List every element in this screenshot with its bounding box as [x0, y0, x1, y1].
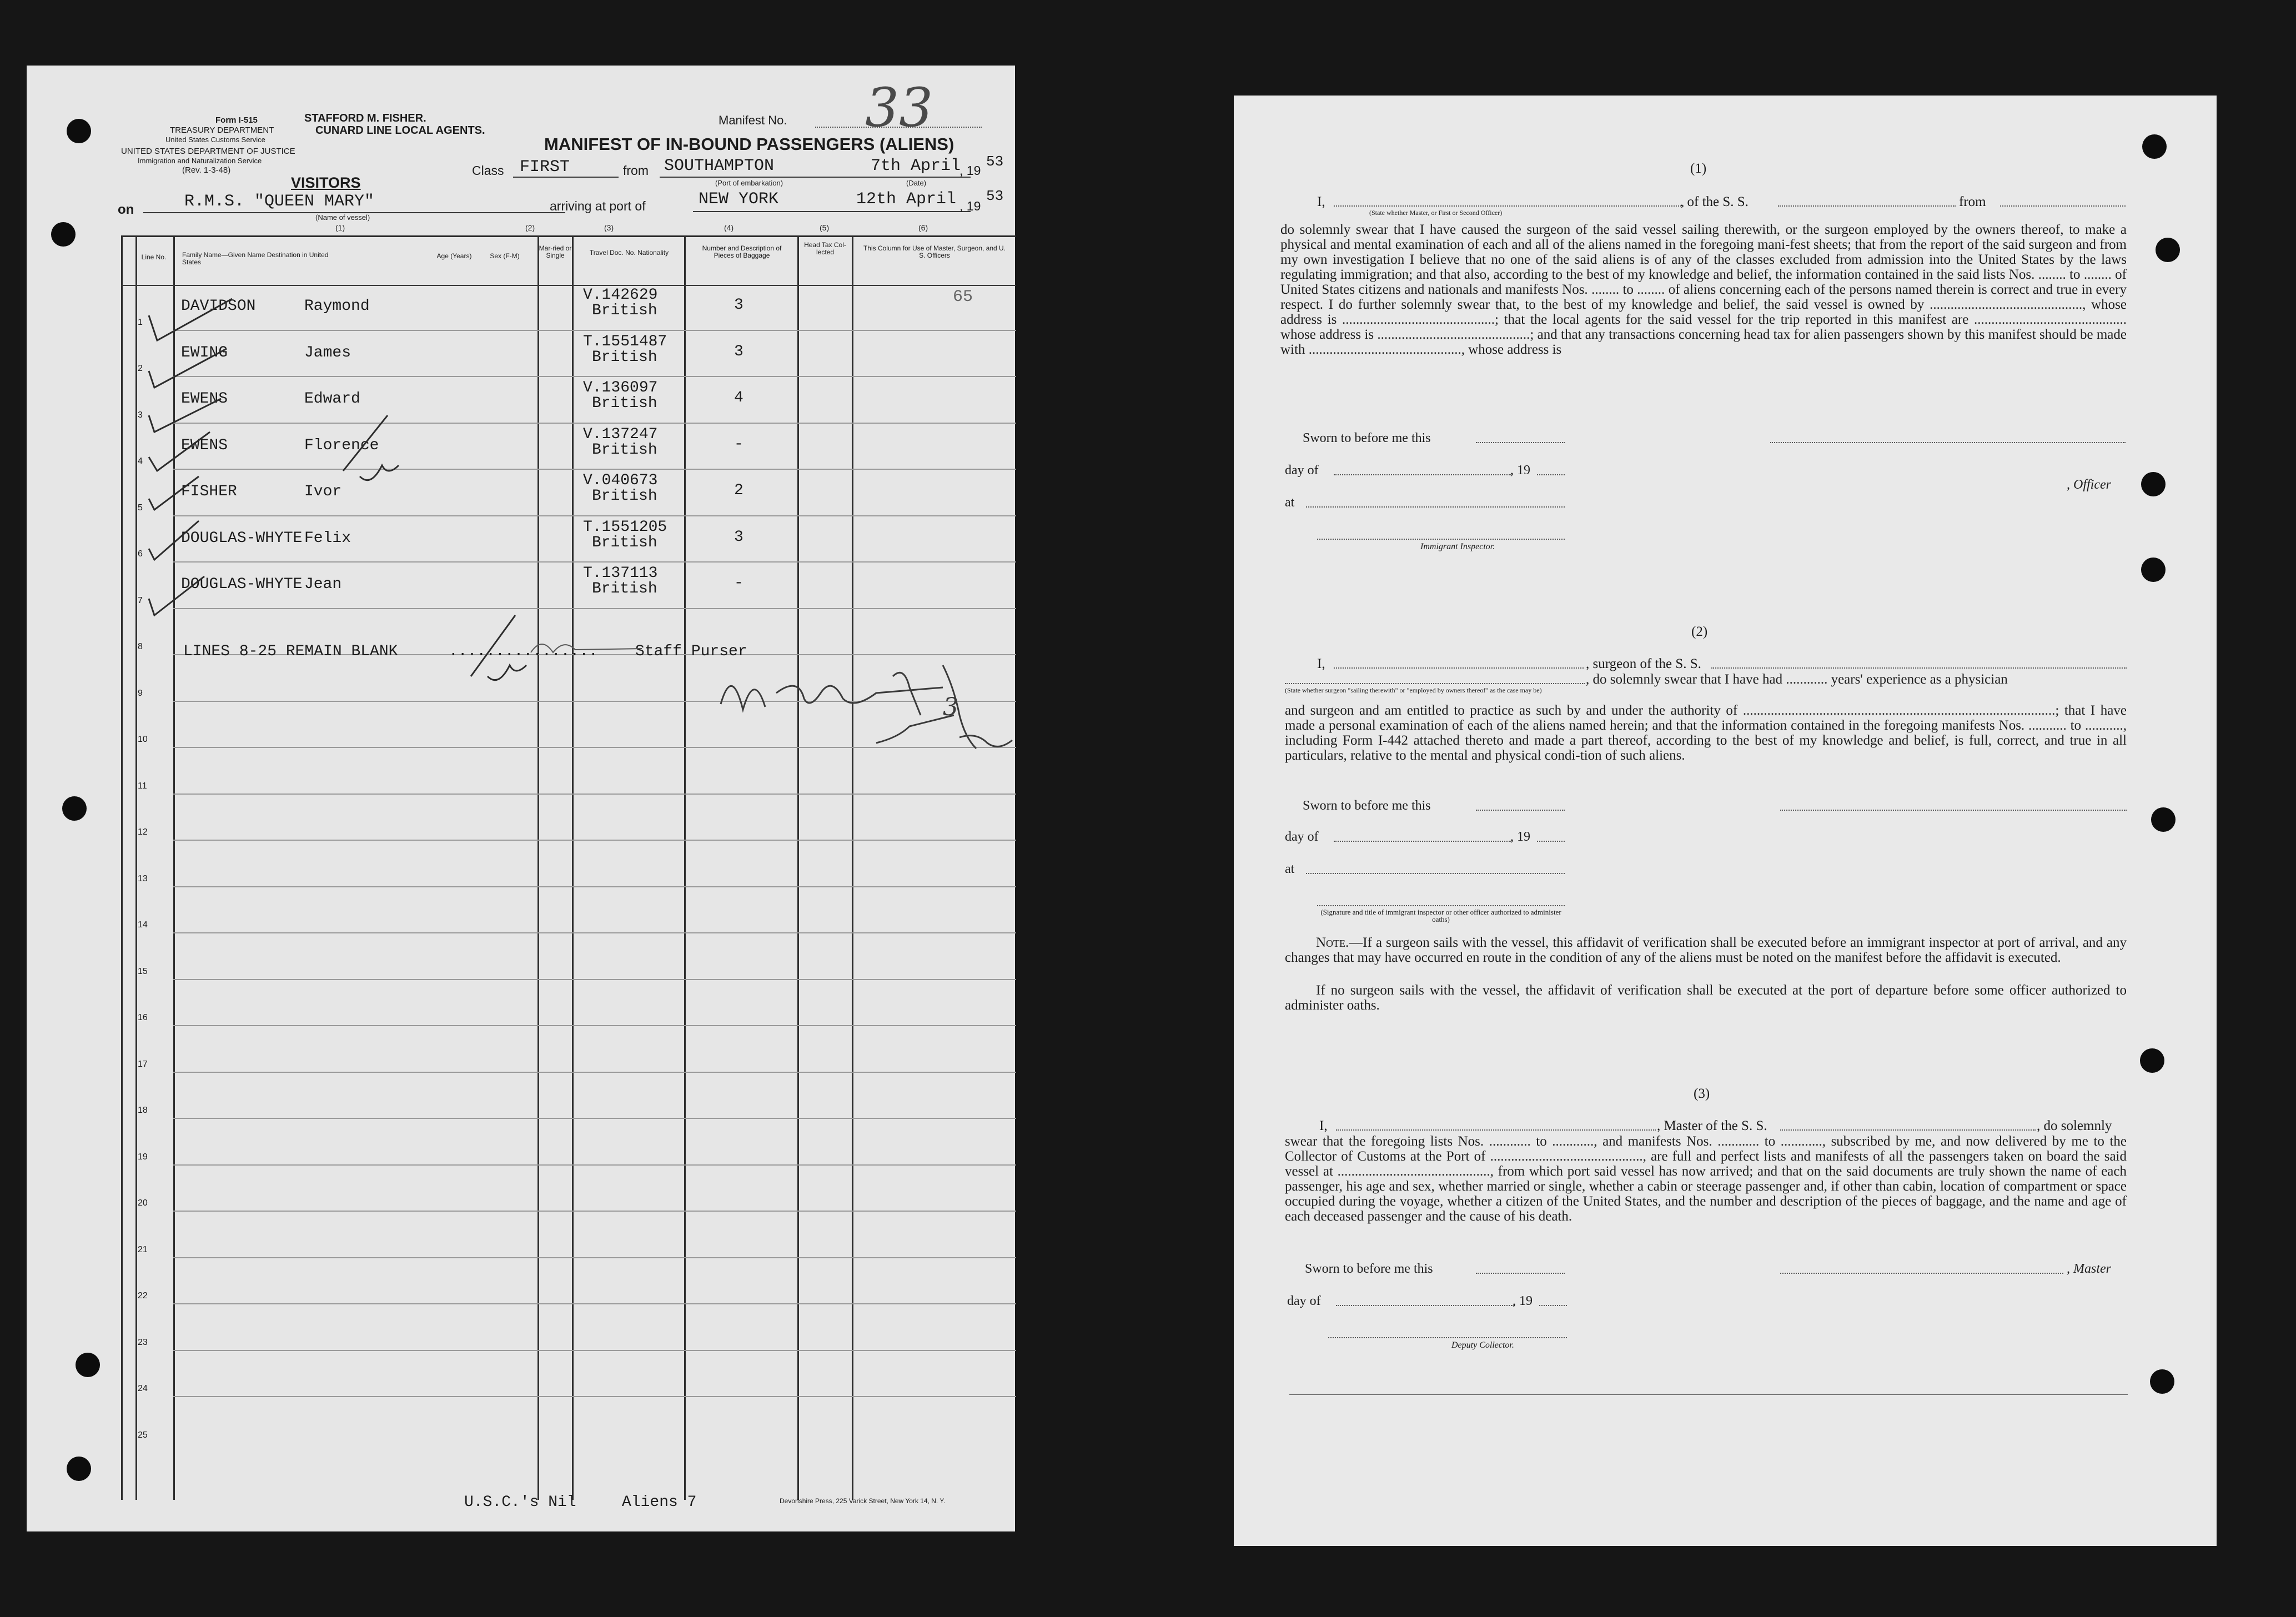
affidavit-page — [1234, 96, 2217, 1546]
manifest-title: MANIFEST OF IN-BOUND PASSENGERS (ALIENS) — [544, 134, 954, 154]
section-3-i: I, — [1319, 1118, 1328, 1133]
check-marks — [127, 288, 560, 699]
treasury-line: TREASURY DEPARTMENT — [170, 125, 274, 135]
class-value: FIRST — [520, 158, 570, 177]
side-mark: 65 — [953, 288, 973, 307]
officer-title-field — [1334, 205, 1684, 207]
row-divider — [173, 932, 1016, 933]
year-2: , 19 — [1510, 830, 1530, 844]
line-number: 19 — [138, 1152, 148, 1162]
day-of-3-field — [1336, 1305, 1514, 1306]
note-text: —If a surgeon sails with the vessel, this affidavit of verification shall be executed before an immigrant inspector at port of arrival, and any changes that may have occurred en route in the condition of any of the aliens must be noted on the manifest before the affidavit is executed. — [1285, 935, 2127, 965]
day-of-2: day of — [1285, 830, 1319, 844]
year-prefix: , 19 — [959, 163, 981, 178]
leader-dots: ........ — [449, 643, 524, 660]
row-divider — [173, 1118, 1016, 1119]
class-label: Class — [472, 163, 504, 178]
at-1: at — [1285, 495, 1295, 510]
manifest-page — [27, 66, 1015, 1531]
surgeon-ship-field — [1711, 667, 2127, 669]
punch-hole — [51, 222, 76, 247]
punch-hole — [67, 1457, 91, 1481]
inspector-field — [1317, 539, 1565, 540]
surgeon-status-field — [1285, 683, 1585, 684]
header-name: Family Name—Given Name Destination in United States — [182, 251, 329, 266]
note-paragraph-2: If no surgeon sails with the vessel, the affidavit of verification shall be executed at the port of departure before some officer authorized to administer oaths. — [1285, 983, 2127, 1013]
footer-usc: U.S.C.'s Nil — [464, 1494, 576, 1511]
date-caption: (Date) — [906, 179, 927, 187]
nationality: British — [592, 534, 657, 551]
footer-printer: Devonshire Press, 225 Varick Street, New York 14, N. Y. — [780, 1497, 946, 1505]
col-number: (2) — [525, 223, 535, 232]
port-arrival: NEW YORK — [699, 190, 779, 209]
line-number: 21 — [138, 1244, 148, 1254]
sworn-2: Sworn to before me this — [1303, 799, 1431, 813]
line-number: 1 — [138, 317, 143, 327]
from-label: from — [623, 163, 649, 178]
nationality: British — [592, 395, 657, 412]
section-2-i: I, — [1317, 656, 1325, 671]
baggage-count: 3 — [734, 343, 743, 360]
col-number: (3) — [604, 223, 614, 232]
passenger-given-name: Felix — [304, 529, 351, 547]
punch-hole — [2142, 134, 2167, 159]
customs-line: United States Customs Service — [165, 135, 265, 144]
line-number: 13 — [138, 873, 148, 883]
section-1-text: do solemnly swear that I have caused the surgeon of the said vessel sailing therewith, or the surgeon employed by the owners thereof, to make a physical and mental examination of each and all of the aliens named in the foregoing mani-fest sheets; that from the report of the said surgeon and from my own investigation I believe that no one of the said aliens is of any of the classes excluded from admission into the United States by the laws regulating immigration; and that also, according to the best of my knowledge and belief, the information contained in the said lists Nos. ........ to ........ of United States citizens and nationals and manifests Nos. ........ to ........ of aliens concerning each of the persons named therein is correct and true in every respect. I do further solemnly swear that, to the best of my knowledge and belief, the said vessel is owned by ............................................, whose address is ............................................; that the local agents for the said vessel for the trip reported in this manifest are ............................................ whose address is ............................................; and that any transactions concerning head tax for alien passengers shown by this manifest should be made with ............................................, whose address is — [1280, 222, 2127, 357]
punch-hole — [2140, 1048, 2164, 1073]
line-number: 15 — [138, 966, 148, 976]
passenger-family-name: DOUGLAS-WHYTE — [181, 529, 303, 547]
travel-doc-number: V.136097 — [583, 379, 658, 396]
handwritten-page-number: 33 — [865, 77, 933, 139]
punch-hole — [2151, 807, 2176, 832]
section-3-text: swear that the foregoing lists Nos. ............ to ............, and manifests Nos. ............ to ............, subscribed by me, and now delivered by me to the Collector of Customs at the Port of ............................................, are full and perfect lists and manifests of all the passengers taken on board the said vessel at ............................................, from which port said vessel has now arrived; and that on the said documents are truly shown the name of each passenger, his age and sex, whether married or single, whether a cabin or steerage passenger and, if other than cabin, location of compartment or space occupied during the voyage, whether a citizen of the United States, and the number and description of the pieces of baggage, and the name and age of each deceased passenger and the cause of his death. — [1285, 1134, 2127, 1224]
line-number: 14 — [138, 920, 148, 930]
line-number: 16 — [138, 1013, 148, 1022]
baggage-count: - — [734, 575, 743, 592]
at-2: at — [1285, 862, 1295, 876]
line-number: 12 — [138, 827, 148, 837]
section-1-number: (1) — [1690, 161, 1707, 176]
row-divider — [173, 1164, 1016, 1166]
col-number: (4) — [724, 223, 734, 232]
line-number: 4 — [138, 456, 143, 466]
section-2-text: and surgeon and am entitled to practice as such by and under the authority of ..........................................................................................; that I have made a personal examination of each of the aliens named herein; and that the information contained in the foregoing manifests Nos. ........... to ..........., including Form I-442 attached thereto and made a part thereof, according to the best of my knowledge and belief, is full, correct, and true in all particulars, relative to the mental and physical condi-tion of such aliens. — [1285, 703, 2127, 763]
date-arrival: 12th April — [856, 190, 957, 209]
note-paragraph — [1285, 935, 2127, 965]
section-1-from: from — [1959, 194, 1986, 209]
handwritten-time: 3 — [943, 693, 958, 721]
punch-hole — [76, 1353, 100, 1377]
line-number: 17 — [138, 1059, 148, 1069]
section-2-line-2: , do solemnly swear that I have had ............ years' experience as a physician — [1586, 672, 2008, 687]
col-number: (1) — [335, 223, 345, 232]
ins-line: Immigration and Naturalization Service — [138, 157, 262, 165]
purser-initials — [525, 633, 659, 661]
baggage-count: 3 — [734, 528, 743, 546]
passenger-given-name: Raymond — [304, 298, 370, 315]
punch-hole — [67, 119, 91, 143]
officer-signature-field — [1770, 442, 2126, 443]
master-name-field — [1336, 1129, 1656, 1131]
header-official: This Column for Use of Master, Surgeon, and U. S. Officers — [863, 244, 1006, 259]
row-divider — [173, 1211, 1016, 1212]
from-value: SOUTHAMPTON — [664, 157, 775, 175]
arriving-label: arriving at port of — [550, 199, 646, 213]
vessel-name: R.M.S. "QUEEN MARY" — [184, 192, 375, 211]
from-port-field — [2000, 205, 2126, 207]
deputy-field — [1328, 1337, 1567, 1338]
year-from: 53 — [986, 153, 1004, 170]
passenger-family-name: EWENS — [181, 436, 228, 454]
year-1-field — [1537, 474, 1565, 475]
section-3-solemnly: , do solemnly — [2037, 1118, 2112, 1133]
day-of-3: day of — [1287, 1294, 1321, 1308]
header-baggage: Number and Description of Pieces of Baggage — [702, 244, 782, 259]
line-number: 6 — [138, 549, 143, 559]
stamp-line: STAFFORD M. FISHER. — [304, 112, 426, 124]
section-1-i: I, — [1317, 194, 1325, 209]
travel-doc-number: T.137113 — [583, 565, 658, 582]
row-divider — [173, 840, 1016, 841]
line-number: 22 — [138, 1291, 148, 1300]
punch-hole — [62, 796, 87, 821]
line-number: 18 — [138, 1106, 148, 1115]
master-label: , Master — [2067, 1262, 2111, 1276]
at-2-field — [1306, 873, 1565, 874]
punch-hole — [2156, 238, 2180, 262]
nationality: British — [592, 488, 657, 505]
class-underline — [513, 177, 619, 178]
baggage-count: 3 — [734, 297, 743, 314]
master-signature-field — [1780, 1273, 2063, 1274]
immigrant-inspector-caption: Immigrant Inspector. — [1420, 542, 1495, 551]
punch-hole — [2141, 558, 2166, 582]
stamp-line: CUNARD LINE LOCAL AGENTS. — [315, 124, 485, 137]
passenger-given-name: Jean — [304, 576, 342, 593]
line-number: 24 — [138, 1384, 148, 1393]
nationality: British — [592, 302, 657, 319]
nationality: British — [592, 580, 657, 597]
row-divider — [173, 1072, 1016, 1073]
header-headtax: Head Tax Col-lected — [804, 241, 846, 256]
header-age: Age (Years) — [436, 252, 472, 260]
year-3: , 19 — [1513, 1294, 1533, 1308]
row-divider — [173, 1303, 1016, 1304]
section-2-surgeon: , surgeon of the S. S. — [1586, 656, 1701, 671]
sworn-3: Sworn to before me this — [1305, 1262, 1433, 1276]
visitors-label: VISITORS — [291, 174, 361, 191]
passenger-given-name: Ivor — [304, 483, 342, 500]
surgeon-name-field — [1334, 667, 1584, 669]
travel-doc-number: T.1551487 — [583, 333, 667, 350]
master-ship-field — [1780, 1129, 2036, 1131]
dept-line: UNITED STATES DEPARTMENT OF JUSTICE — [121, 147, 295, 156]
signature-caption: (Signature and title of immigrant inspector or other officer authorized to administer oaths) — [1320, 908, 1561, 923]
sworn-2-field — [1476, 810, 1565, 811]
line-number: 25 — [138, 1430, 148, 1440]
line-number: 11 — [138, 781, 147, 791]
passenger-given-name: Florence — [304, 436, 379, 454]
surgeon-signature-field — [1780, 810, 2127, 811]
blank-lines-note: LINES 8-25 REMAIN BLANK — [183, 643, 398, 660]
nationality: British — [592, 348, 657, 366]
col-number: (5) — [820, 223, 830, 232]
arrival-underline — [693, 211, 971, 212]
travel-doc-number: V.137247 — [583, 425, 658, 443]
section-2-number: (2) — [1691, 624, 1708, 639]
sworn-3-field — [1476, 1273, 1565, 1274]
vessel-caption: (Name of vessel) — [315, 213, 370, 222]
nationality: British — [592, 441, 657, 459]
punch-hole — [2150, 1369, 2174, 1394]
punch-hole — [2141, 472, 2166, 496]
passenger-family-name: DAVIDSON — [181, 298, 256, 315]
header-travel: Travel Doc. No. Nationality — [589, 249, 669, 257]
oath-officer-field — [1317, 905, 1565, 906]
baggage-count: 2 — [734, 482, 743, 499]
port-embark-caption: (Port of embarkation) — [715, 179, 783, 187]
row-divider — [173, 1396, 1016, 1397]
line-number: 10 — [138, 735, 148, 744]
year-1: , 19 — [1510, 463, 1530, 478]
travel-doc-number: V.142629 — [583, 287, 658, 304]
date-from: 7th April — [871, 157, 961, 175]
manifest-no-label: Manifest No. — [719, 113, 787, 127]
inspector-signature — [710, 654, 1021, 765]
line-number: 5 — [138, 503, 143, 513]
line-number: 2 — [138, 364, 143, 373]
officer-label: , Officer — [2067, 478, 2111, 492]
line-number: 20 — [138, 1198, 148, 1208]
row-divider — [173, 794, 1016, 795]
baggage-count: - — [734, 435, 743, 453]
travel-doc-number: V.040673 — [583, 472, 658, 489]
section-3-master: , Master of the S. S. — [1657, 1118, 1767, 1133]
passenger-family-name: DOUGLAS-WHYTE — [181, 576, 303, 593]
passenger-family-name: EWING — [181, 344, 228, 361]
footer-aliens: Aliens 7 — [622, 1494, 697, 1511]
col-number: (6) — [918, 223, 928, 232]
section-2-caption: (State whether surgeon "sailing therewith" or "employed by owners thereof" as the case may be) — [1285, 686, 1542, 694]
line-number: 8 — [138, 642, 143, 651]
row-divider — [173, 1350, 1016, 1351]
bottom-rule — [1289, 1394, 2128, 1395]
day-of-1: day of — [1285, 463, 1319, 478]
passenger-family-name: EWENS — [181, 390, 228, 408]
ship-name-field — [1778, 205, 1956, 207]
at-1-field — [1306, 506, 1565, 508]
year-prefix: , 19 — [959, 199, 981, 213]
deputy-collector-caption: Deputy Collector. — [1451, 1340, 1514, 1350]
leader-dots: ........ — [523, 643, 598, 660]
section-3-number: (3) — [1694, 1086, 1710, 1101]
passenger-given-name: Edward — [304, 390, 360, 408]
passenger-given-name: James — [304, 344, 351, 361]
day-of-2-field — [1334, 841, 1511, 842]
line-number: 23 — [138, 1337, 148, 1347]
header-line-no: Line No. — [141, 253, 167, 261]
row-divider — [173, 886, 1016, 887]
year-2-field — [1537, 841, 1565, 842]
passenger-family-name: FISHER — [181, 483, 237, 500]
row-divider — [173, 1025, 1016, 1026]
header-married: Mar-ried or Single — [539, 244, 572, 259]
travel-doc-number: T.1551205 — [583, 518, 667, 536]
day-of-1-field — [1334, 474, 1511, 475]
sworn-1: Sworn to before me this — [1303, 431, 1431, 445]
header-sex: Sex (F-M) — [490, 252, 520, 260]
staff-purser: Staff Purser — [635, 643, 747, 660]
baggage-count: 4 — [734, 389, 743, 406]
from-underline — [660, 177, 971, 178]
sworn-1-field — [1476, 442, 1565, 443]
line-number: 9 — [138, 688, 143, 698]
row-divider — [173, 979, 1016, 980]
year-3-field — [1539, 1305, 1567, 1306]
on-label: on — [118, 202, 134, 217]
rev-line: (Rev. 1-3-48) — [182, 165, 231, 175]
row-divider — [173, 1257, 1016, 1258]
section-1-of-ss: , of the S. S. — [1680, 194, 1749, 209]
note-label: Note. — [1316, 935, 1349, 950]
line-number: 7 — [138, 595, 143, 605]
form-number: Form I-515 — [215, 116, 258, 125]
year-arrival: 53 — [986, 188, 1004, 204]
line-number: 3 — [138, 410, 143, 420]
section-1-caption: (State whether Master, or First or Second Officer) — [1369, 209, 1503, 217]
